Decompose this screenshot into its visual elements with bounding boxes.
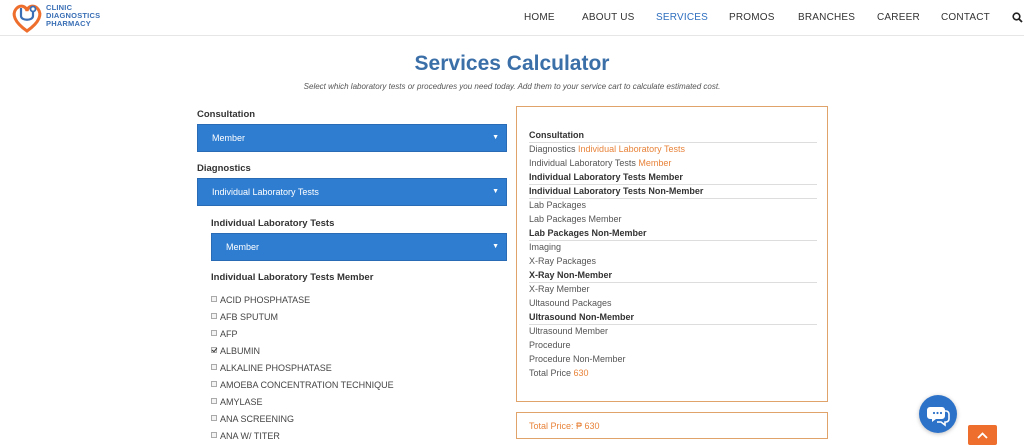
nav-contact[interactable]: CONTACT xyxy=(941,12,990,23)
checklist-item[interactable] xyxy=(211,430,280,442)
individual-lab-tests-select-value: Member xyxy=(226,242,260,252)
checklist-item-label: ANA SCREENING xyxy=(220,414,295,424)
consultation-select[interactable] xyxy=(197,124,507,152)
summary-row xyxy=(529,143,817,155)
summary-row-text: Imaging xyxy=(529,242,562,252)
summary-row-text: X-Ray Packages xyxy=(529,256,597,266)
summary-row xyxy=(529,269,817,281)
checkbox[interactable] xyxy=(211,398,217,404)
summary-row-text: Ultasound Packages xyxy=(529,298,612,308)
page-subtitle: Select which laboratory tests or procedures you need today. Add them to your service cart to calculate estimated cost. xyxy=(303,82,721,91)
summary-row xyxy=(529,157,817,169)
checkbox[interactable] xyxy=(211,296,217,302)
summary-row-text: Individual Laboratory Tests Member xyxy=(529,172,683,182)
diagnostics-select[interactable] xyxy=(197,178,507,206)
checklist-item[interactable] xyxy=(211,362,332,374)
checkbox[interactable] xyxy=(211,381,217,387)
summary-row-text: Individual Laboratory Tests Non-Member xyxy=(529,186,704,196)
checklist-item[interactable] xyxy=(211,328,238,340)
checklist-item-label: AMOEBA CONCENTRATION TECHNIQUE xyxy=(220,380,394,390)
summary-row-text: Lab Packages xyxy=(529,200,587,210)
summary-row xyxy=(529,367,817,379)
checkbox[interactable] xyxy=(211,415,217,421)
consultation-select-value: Member xyxy=(212,133,246,143)
checkbox[interactable] xyxy=(211,313,217,319)
checklist-item[interactable] xyxy=(211,413,294,425)
chevron-down-icon: ▼ xyxy=(492,188,499,195)
checkbox[interactable] xyxy=(211,432,217,438)
logo-line-1: CLINIC xyxy=(46,3,73,12)
summary-row-text: X-Ray Member xyxy=(529,284,590,294)
summary-row xyxy=(529,213,817,225)
diagnostics-select-value: Individual Laboratory Tests xyxy=(212,187,319,197)
summary-row-value: Member xyxy=(638,158,672,168)
back-to-top-button[interactable] xyxy=(968,425,997,445)
chat-button[interactable] xyxy=(919,395,957,433)
page-title: Services Calculator xyxy=(414,52,610,75)
summary-row-text: Procedure Non-Member xyxy=(529,354,626,364)
summary-row-text: Lab Packages Non-Member xyxy=(529,228,647,238)
summary-row xyxy=(529,283,817,295)
summary-row-text: Procedure xyxy=(529,340,571,350)
checkbox-checked[interactable] xyxy=(211,347,217,353)
summary-row xyxy=(529,255,817,267)
summary-row xyxy=(529,227,817,239)
checkbox[interactable] xyxy=(211,330,217,336)
summary-row xyxy=(529,297,817,309)
summary-row xyxy=(529,325,817,337)
summary-row xyxy=(529,353,817,365)
nav-home[interactable]: HOME xyxy=(524,12,555,23)
total-price-box xyxy=(516,412,828,439)
summary-row-value: Individual Laboratory Tests xyxy=(578,144,685,154)
search-icon[interactable] xyxy=(1012,12,1023,23)
diagnostics-label: Diagnostics xyxy=(197,163,251,174)
summary-row xyxy=(529,171,817,183)
checklist-item[interactable] xyxy=(211,345,260,357)
summary-row-text: Lab Packages Member xyxy=(529,214,622,224)
total-price: Total Price: ₱ 630 xyxy=(529,421,600,431)
individual-lab-tests-label: Individual Laboratory Tests xyxy=(211,218,335,229)
checklist-item-label: ANA W/ TITER xyxy=(220,431,280,441)
individual-lab-tests-select[interactable] xyxy=(211,233,507,261)
summary-row-text: Individual Laboratory Tests xyxy=(529,158,636,168)
summary-row-value: 630 xyxy=(573,368,589,378)
summary-row xyxy=(529,129,817,141)
summary-row-text: Consultation xyxy=(529,130,584,140)
site-header xyxy=(0,0,1024,36)
checkbox[interactable] xyxy=(211,364,217,370)
summary-row-text: Total Price xyxy=(529,368,572,378)
checklist-item-label: AFB SPUTUM xyxy=(220,312,279,322)
nav-services[interactable]: SERVICES xyxy=(656,12,708,23)
summary-row-text: Ultrasound Member xyxy=(529,326,609,336)
checklist-item-label: AMYLASE xyxy=(220,397,263,407)
checklist-item-label: ACID PHOSPHATASE xyxy=(220,295,311,305)
service-cart-summary xyxy=(516,106,828,402)
checklist-item-label: ALBUMIN xyxy=(220,346,261,356)
checklist-item-label: ALKALINE PHOSPHATASE xyxy=(220,363,332,373)
nav-career[interactable]: CAREER xyxy=(877,12,920,23)
nav-promos[interactable]: PROMOS xyxy=(729,12,775,23)
member-list-label: Individual Laboratory Tests Member xyxy=(211,272,374,283)
summary-row xyxy=(529,241,817,253)
nav-about-us[interactable]: ABOUT US xyxy=(582,12,635,23)
summary-row-text: X-Ray Non-Member xyxy=(529,270,613,280)
summary-row xyxy=(529,185,817,197)
nav-branches[interactable]: BRANCHES xyxy=(798,12,856,23)
chevron-up-icon xyxy=(968,425,997,445)
checklist-item-label: AFP xyxy=(220,329,238,339)
logo-line-2: DIAGNOSTICS xyxy=(46,11,101,20)
summary-row-text: Diagnostics xyxy=(529,144,576,154)
main-nav xyxy=(0,12,1024,26)
checklist-item[interactable] xyxy=(211,311,278,323)
chat-bubbles-icon xyxy=(919,395,957,433)
checklist-item[interactable] xyxy=(211,379,394,391)
logo-line-3: PHARMACY xyxy=(46,19,91,28)
chevron-down-icon: ▼ xyxy=(492,243,499,250)
checklist-item[interactable] xyxy=(211,294,310,306)
summary-row-text: Ultrasound Non-Member xyxy=(529,312,635,322)
checklist-item[interactable] xyxy=(211,396,263,408)
consultation-label: Consultation xyxy=(197,109,256,120)
chevron-down-icon: ▼ xyxy=(492,134,499,141)
summary-row xyxy=(529,199,817,211)
summary-row xyxy=(529,339,817,351)
summary-row xyxy=(529,311,817,323)
